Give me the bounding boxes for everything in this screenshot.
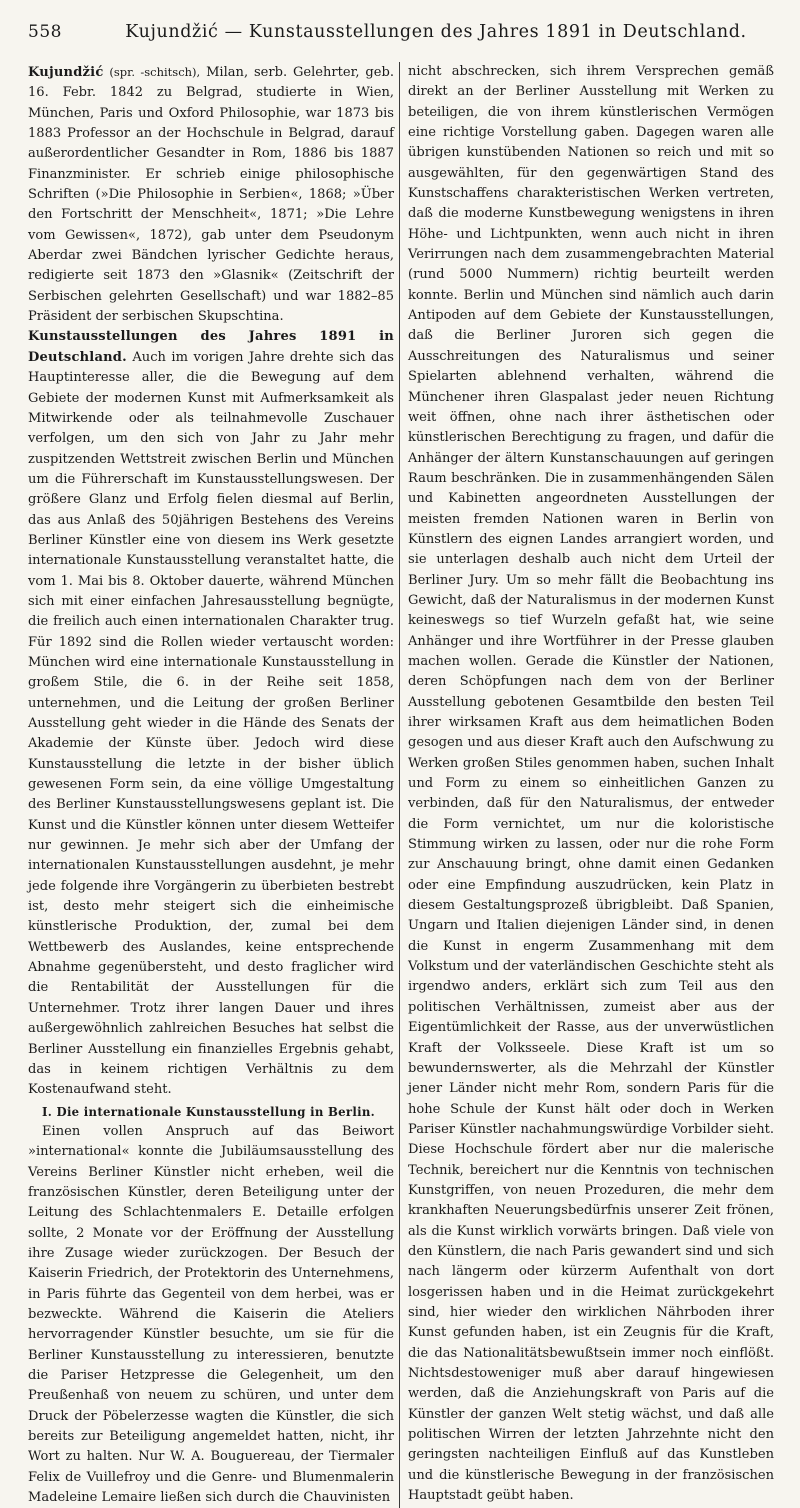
right-column [399,62,774,1508]
left-column [28,62,399,1508]
page-number: 558 [28,22,62,42]
running-title: Kujundžić — Kunstausstellungen des Jahres 1891 in Deutschland. [125,22,747,42]
entry-kunstausstellungen [28,327,394,1100]
entry-lemma: Kujundžić [28,65,104,80]
text-columns [28,62,774,1508]
section-heading: I. Die internationale Kunstausstellung in Berlin. [42,1104,376,1119]
entry-kujundzic [28,62,394,327]
running-head [28,22,774,58]
continued-paragraph: nicht abschrecken, sich ihrem Versprechen gemäß direkt an der Berliner Ausstellung mit Werken zu beteiligen, die von ihrem künstlerischen Vermögen eine richtige Vorstellung gaben. Dagegen waren alle übrigen kunstübenden Nationen so reich und mit so ausgewählten, für den gegenwärtigen Stand des Kunstschaffens charakteristischen Werken vertreten, daß die moderne Kunstbewegung wenigstens in ihren Höhe- und Lichtpunkten, wenn auch nicht in ihren Verirrungen nach dem zusammengebrachten Material (rund 5000 Nummern) richtig beurteilt werden konnte. Berlin und München sind nämlich auch darin Antipoden auf dem Gebiete der Kunstausstellungen, daß die Berliner Juroren sich gegen die Ausschreitungen des Naturalismus und seiner Spielarten ablehnend verhalten, während die Münchener ihren Glaspalast jeder neuen Richtung weit öffnen, ohne nach ihrer ästhetischen oder künstlerischen Berechtigung zu fragen, und dafür die Anhänger der ältern Kunstanschauungen auf geringen Raum beschränken. Die in zusammenhängenden Sälen und Kabinetten angeordneten Ausstellungen der meisten fremden Nationen waren in Berlin von Künstlern des eignen Landes arrangiert worden, und sie unterlagen deshalb auch nicht dem Urteil der Berliner Jury. Um so mehr fällt die Beobachtung ins Gewicht, daß der Naturalismus in der modernen Kunst keineswegs so tief Wurzeln gefaßt hat, wie seine Anhänger und ihre Wortführer in der Presse glauben machen wollen. Gerade die Künstler der Nationen, deren Schöpfungen nach dem von der Berliner Ausstellung gebotenen Gesamtbilde den besten Teil ihrer wirksamen Kraft aus dem heimatlichen Boden gesogen und aus dieser Kraft auch den Aufschwung zu Werken großen Stiles genommen haben, suchen Inhalt und Form zu einem so einheitlichen Ganzen zu verbinden, daß für den Naturalismus, der entweder die Form vernichtet, um nur die koloristische Stimmung wirken zu lassen, oder nur die rohe Form zur Anschauung bringt, ohne damit einen Gedanken oder eine Empfindung auszudrücken, kein Platz in diesem Gestaltungsprozeß übrigbleibt. Daß Spanien, Ungarn und Italien diejenigen Länder sind, in denen die Kunst in engerm Zusammenhang mit dem Volkstum und der vaterländischen Geschichte steht als irgendwo anders, erklärt sich zum Teil aus den politischen Verhältnissen, zumeist aber aus der Eigentümlichkeit der Rasse, aus der unverwüstlichen Kraft der Volksseele. Diese Kraft ist um so bewundernswerter, als die Mehrzahl der Künstler jener Länder nicht mehr Rom, sondern Paris für die hohe Schule der Kunst hält oder doch in Werken Pariser Künstler nachahmungswürdige Vorbilder sieht. Diese Hochschule fördert aber nur die malerische Technik, bereichert nur die Kenntnis von technischen Kunstgriffen, von neuen Prozeduren, die mehr dem krankhaften Neuerungsbedürfnis unserer Zeit frönen, als die Kunst wirklich vorwärts bringen. Daß viele von den Künstlern, die nach Paris gewandert sind und sich nach längerm oder kürzerm Aufenthalt von dort losgerissen haben und in die Heimat zurückgekehrt sind, hier wieder den wirklichen Nährboden ihrer Kunst gefunden haben, ist ein Zeugnis für die Kraft, die das Nationalitätsbewußtsein immer noch einflößt. Nichtsdestoweniger muß aber darauf hingewiesen werden, daß die Anziehungskraft von Paris auf die Künstler der ganzen Welt stetig wächst, und daß alle politischen Wirren der letzten Jahrzehnte nicht den geringsten nachteiligen Einfluß auf das Kunstleben und die künstlerische Bewegung in der französischen Hauptstadt geübt haben. [408,64,774,1504]
section-paragraph: Einen vollen Anspruch auf das Beiwort »international« konnte die Jubiläumsausstellung des Vereins Berliner Künstler nicht erheben, weil die französischen Künstler, deren Beteiligung unter der Leitung des Schlachtenmalers E. Detaille erfolgen sollte, 2 Monate vor der Eröffnung der Ausstellung ihre Zusage wieder zurückzogen. Der Besuch der Kaiserin Friedrich, der Protektorin des Unternehmens, in Paris führte das Gegenteil von dem herbei, was er bezweckte. Während die Kaiserin die Ateliers hervorragender Künstler besuchte, um sie für die Berliner Kunstausstellung zu interessieren, benutzte die Pariser Hetzpresse die Gelegenheit, um den Preußenhaß von neuem zu schüren, und unter dem Druck der Pöbelerzesse wagten die Künstler, die sich bereits zur Beteiligung angemeldet hatten, nicht, ihr Wort zu halten. Nur W. A. Bouguereau, der Tiermaler Felix de Vuillefroy und die Genre- und Blumenmalerin Madeleine Lemaire ließen sich durch die Chauvinisten [28,1123,394,1506]
entry-body: Milan, serb. Gelehrter, geb. 16. Febr. 1842 zu Belgrad, studierte in Wien, München, Paris und Oxford Philosophie, war 1873 bis 1883 Professor an der Hochschule in Belgrad, darauf außerordentlicher Gesandter in Rom, 1886 bis 1887 Finanzminister. Er schrieb einige philosophische Schriften (»Die Philosophie in Serbien«, 1868; »Über den Fortschritt der Menschheit«, 1871; »Die Lehre vom Gewissen«, 1872), gab unter dem Pseudonym Aberdar zwei Bändchen lyrischer Gedichte heraus, redigierte seit 1873 den »Glasnik« (Zeitschrift der Serbischen gelehrten Gesellschaft) und war 1882–85 Präsident der serbischen Skupschtina. [28,65,395,325]
entry-body: Auch im vorigen Jahre drehte sich das Hauptinteresse aller, die die Bewegung auf dem Gebiete der modernen Kunst mit Aufmerksamkeit als Mitwirkende oder als teilnahmevolle Zuschauer verfolgen, um den sich von Jahr zu Jahr mehr zuspitzenden Wettstreit zwischen Berlin und München um die Führerschaft im Kunstausstellungswesen. Der größere Glanz und Erfolg fielen diesmal auf Berlin, das aus Anlaß des 50jährigen Bestehens des Vereins Berliner Künstler eine von diesem ins Werk gesetzte internationale Kunstausstellung veranstaltet hatte, die vom 1. Mai bis 8. Oktober dauerte, während München sich mit einer einfachen Jahresausstellung begnügte, die freilich auch einen internationalen Charakter trug. Für 1892 sind die Rollen wieder vertauscht worden: München wird eine internationale Kunstausstellung in großem Stile, die 6. in der Reihe seit 1858, unternehmen, und die Leitung der großen Berliner Ausstellung geht wieder in die Hände des Senats der Akademie der Künste über. Jedoch wird diese Kunstausstellung die letzte in der bisher üblich gewesenen Form sein, da eine völlige Umgestaltung des Berliner Kunstausstellungswesens geplant ist. Die Kunst und die Künstler können unter diesem Wetteifer nur gewinnen. Je mehr sich aber der Umfang der internationalen Kunstausstellungen ausdehnt, je mehr jede folgende ihre Vorgängerin zu überbieten bestrebt ist, desto mehr steigert sich die einheimische künstlerische Produktion, der, zumal bei dem Wettbewerb des Auslandes, keine entsprechende Abnahme gegenübersteht, und desto fraglicher wird die Rentabilität der Ausstellungen für die Unternehmer. Trotz ihrer langen Dauer und ihres außergewöhnlich zahlreichen Besuches hat selbst die Berliner Ausstellung ein finanzielles Ergebnis gehabt, das in keinem richtigen Verhältnis zu dem Kostenaufwand steht. [28,349,394,1098]
entry-pronunciation: (spr. -schitsch), [109,65,201,79]
entry-lemma: Kunstausstellungen des Jahres 1891 in Deutschland. [28,329,394,365]
